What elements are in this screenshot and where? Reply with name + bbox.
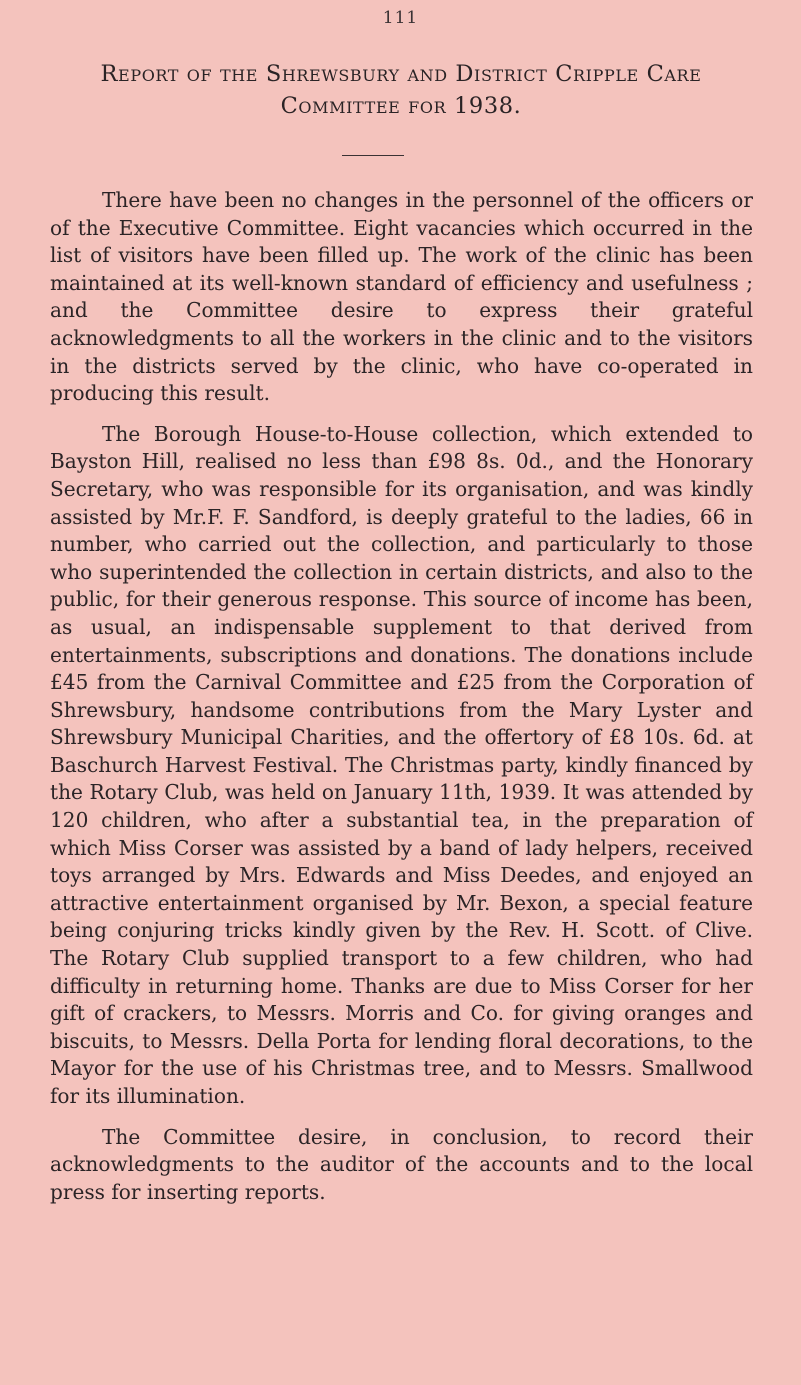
report-title-line-2: Committee for 1938.	[280, 93, 522, 119]
report-title	[50, 58, 752, 122]
report-body	[50, 187, 753, 1219]
page-number: 111	[382, 8, 419, 28]
paragraph-conclusion: The Committee desire, in conclusion, to record their acknowledgments to the auditor of the accounts and to the local press for inserting reports.	[50, 1124, 753, 1204]
report-title-line-1: Report of the Shrewsbury and District Cripple Care	[100, 61, 702, 87]
paragraph-personnel: There have been no changes in the personnel of the officers or of the Executive Committee. Eight vacancies which occurred in the list of visitors have been filled up. The work of the clinic has been maintained at its well-known standard of efficiency and usefulness ; and the Committee desire to express their grateful acknowledgments to all the workers in the clinic and to the visitors in the districts served by the clinic, who have co-operated in producing this result.	[50, 188, 753, 406]
paragraph-collection: The Borough House-to-House collection, which extended to Bayston Hill, realised no less than £98 8s. 0d., and the Honorary Secretary, who was responsible for its organisation, and was kindly assisted by Mr.F. F. Sandford, is deeply grateful to the ladies, 66 in number, who carried out the collection, and particularly to those who superintended the collection in certain districts, and also to the public, for their generous response. This source of income has been, as usual, an indispensable supplement to that derived from entertainments, subscriptions and donations. The donations include £45 from the Carnival Committee and £25 from the Corporation of Shrewsbury, handsome contributions from the Mary Lyster and Shrewsbury Municipal Charities, and the offertory of £8 10s. 6d. at Baschurch Harvest Festival. The Christmas party, kindly financed by the Rotary Club, was held on January 11th, 1939. It was attended by 120 children, who after a substantial tea, in the preparation of which Miss Corser was assisted by a band of lady helpers, received toys arranged by Mrs. Edwards and Miss Deedes, and enjoyed an attractive entertainment organised by Mr. Bexon, a special feature being conjuring tricks kindly given by the Rev. H. Scott. of Clive. The Rotary Club supplied transport to a few children, who had difficulty in returning home. Thanks are due to Miss Corser for her gift of crackers, to Messrs. Morris and Co. for giving oranges and biscuits, to Messrs. Della Porta for lending floral decorations, to the Mayor for the use of his Christmas tree, and to Messrs. Smallwood for its illumination.	[50, 421, 753, 1108]
title-divider	[342, 155, 404, 156]
